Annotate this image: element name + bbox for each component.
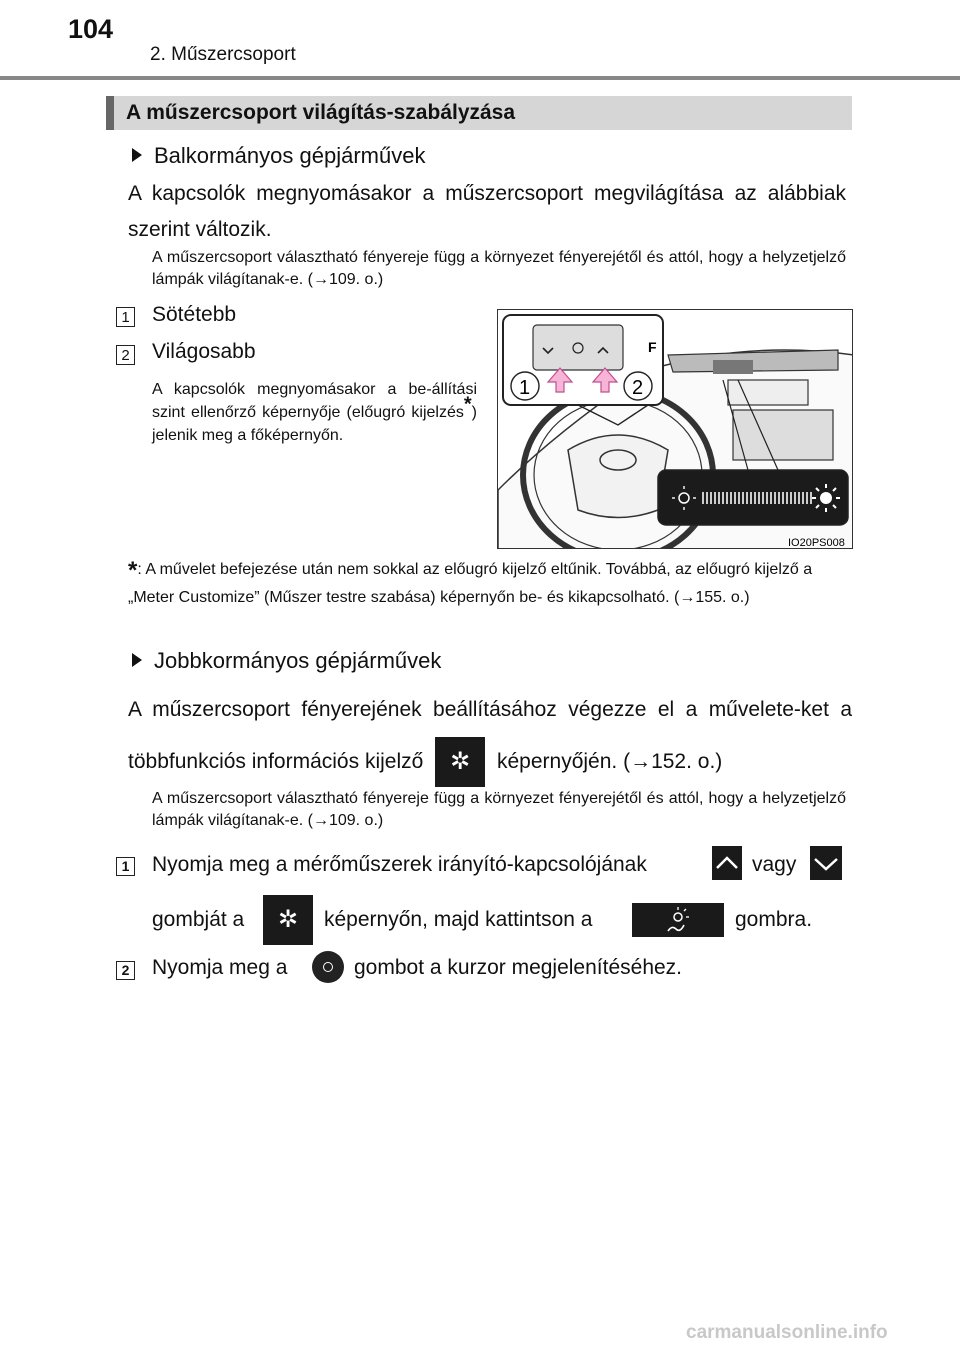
gear-icon: ✲ — [450, 748, 471, 776]
rhd-intro-text-end: képernyőjén. (→152. o.) — [497, 750, 723, 773]
lhd-intro: A kapcsolók megnyomásakor a műszercsoport megvilágítása az alábbiak szerint változik. — [128, 182, 846, 241]
ok-button-icon — [312, 951, 344, 983]
rhd-note: A műszercsoport választható fényereje függ a környezet fényerejétől és attól, hogy a helyzetjelző lámpák világítanak-e. (→109. o.) — [152, 790, 846, 829]
popup-note-text-end: ) jelenik meg a főképernyőn. — [152, 404, 477, 444]
popup-note-text: A kapcsolók megnyomásakor a be-állítási szint ellenőrző képernyője (előugró kijelzés — [152, 381, 477, 421]
figure-code: IO20PS008 — [788, 537, 845, 549]
footnote-text: : A művelet befejezése után nem sokkal az előugró kijelző eltűnik. Továbbá, az előugró kijelző a „Meter Customize” (Műszer testre szabása) képernyőn be- és kikapcsolható. (→155. o.) — [128, 561, 813, 606]
dashboard-illustration — [498, 310, 853, 549]
gear-icon: ✲ — [277, 906, 299, 933]
item-label-brighter: Világosabb — [152, 340, 256, 363]
brightness-icon — [632, 903, 724, 937]
item-label-darker: Sötétebb — [152, 303, 237, 326]
step-1-text-a: Nyomja meg a mérőműszerek irányító-kapcsolójának — [152, 853, 647, 876]
step-2-text-b: gombot a kurzor megjelenítéséhez. — [354, 956, 683, 979]
section-title: A műszercsoport világítás-szabályzása — [126, 101, 516, 124]
step-2-text-a: Nyomja meg a — [152, 956, 288, 979]
item-number-2: 2 — [116, 345, 135, 365]
rhd-heading-text: Jobbkormányos gépjárművek — [154, 648, 442, 673]
brightness-bar — [700, 492, 812, 504]
step-1-or: vagy — [752, 853, 797, 876]
step-number-1: 1 — [116, 857, 135, 876]
lhd-heading-text: Balkormányos gépjárművek — [154, 143, 426, 168]
callout-2: 2 — [632, 377, 644, 399]
footnote-mark: * — [128, 557, 138, 584]
chevron-up-icon — [712, 846, 742, 880]
footnote-star: * — [463, 393, 472, 416]
rhd-intro-text: A műszercsoport fényerejének beállításához végezze el a művelete-ket a többfunkciós információs kijelző — [128, 698, 852, 773]
brightness-button-box — [632, 903, 724, 937]
bullet-triangle-icon — [132, 148, 142, 162]
item-number-1: 1 — [116, 307, 135, 327]
popup-note — [152, 378, 477, 447]
dashboard-figure — [497, 309, 853, 549]
section-heading — [106, 96, 852, 130]
header-divider — [0, 76, 960, 80]
settings-icon-box — [435, 737, 485, 787]
callout-1: 1 — [519, 377, 531, 399]
up-button-box — [712, 846, 742, 880]
chapter-title: 2. Műszercsoport — [150, 44, 296, 65]
bullet-triangle-icon — [132, 653, 142, 667]
chevron-down-icon — [810, 846, 842, 880]
step-1-text-e: gombra. — [735, 908, 813, 931]
panel-letter: F — [648, 339, 657, 355]
rhd-intro — [128, 684, 852, 788]
down-button-box — [810, 846, 842, 880]
watermark: carmanualsonline.info — [686, 1322, 888, 1343]
lhd-note: A műszercsoport választható fényereje függ a környezet fényerejétől és attól, hogy a helyzetjelző lámpák világítanak-e. (→109. o.) — [152, 249, 846, 288]
step-1-line-1 — [152, 853, 647, 877]
settings-icon-box-2 — [263, 895, 313, 945]
footnote — [128, 556, 850, 611]
lhd-heading — [132, 143, 425, 169]
rhd-heading — [132, 648, 441, 674]
step-1-text-c: gombját a — [152, 908, 245, 931]
step-number-2: 2 — [116, 961, 135, 980]
step-1-text-d: képernyőn, majd kattintson a — [324, 908, 593, 931]
page-number: 104 — [68, 14, 114, 44]
